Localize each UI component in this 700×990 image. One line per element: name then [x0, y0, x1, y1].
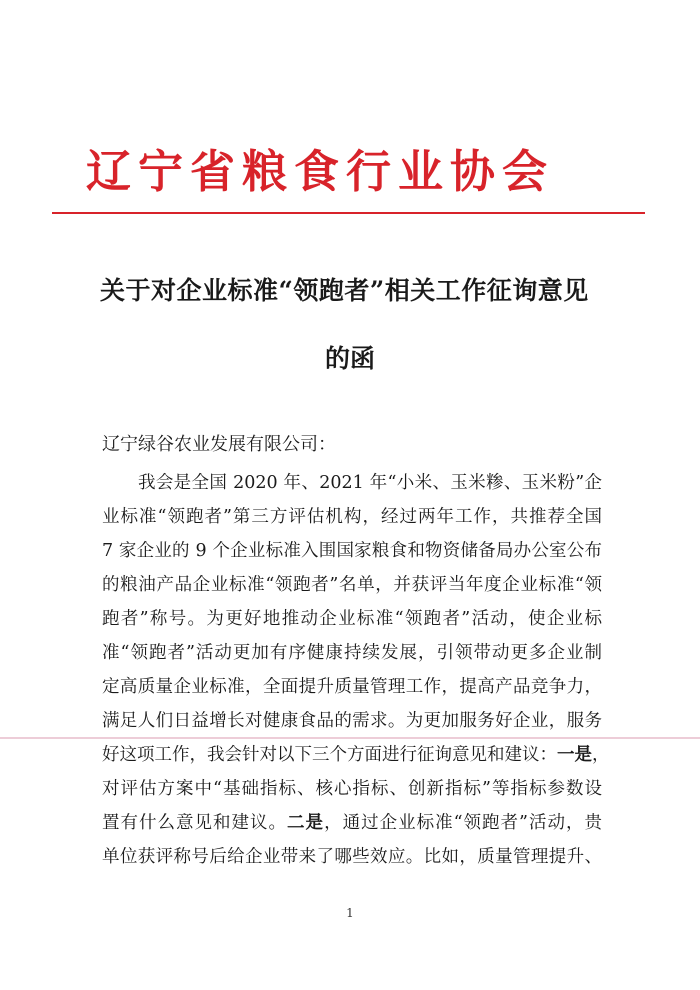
- body-line: 7 家企业的 9 个企业标准入围国家粮食和物资储备局办公室公布: [102, 541, 602, 561]
- salutation: 辽宁绿谷农业发展有限公司：: [102, 434, 336, 455]
- body-line: 单位获评称号后给企业带来了哪些效应。比如，质量管理提升、: [102, 847, 602, 867]
- body-line: 的粮油产品企业标准“领跑者”名单，并获评当年度企业标准“领: [102, 575, 602, 595]
- body-line: [102, 742, 610, 768]
- body-line: 准“领跑者”活动更加有序健康持续发展，引领带动更多企业制: [102, 643, 602, 663]
- page-number: 1: [346, 906, 354, 920]
- body-text: 置有什么意见和建议。: [102, 813, 288, 833]
- body-line: 定高质量企业标准，全面提升质量管理工作，提高产品竞争力，: [102, 677, 602, 697]
- body-emphasis: 二是: [287, 813, 325, 833]
- body-line: 对评估方案中“基础指标、核心指标、创新指标”等指标参数设: [102, 779, 602, 799]
- body-text: 好这项工作，我会针对以下三个方面进行征询意见和建议：: [102, 745, 557, 765]
- body-line: 跑者”称号。为更好地推动企业标准“领跑者”活动，使企业标: [102, 609, 602, 629]
- body-line: 我会是全国 2020 年、2021 年“小米、玉米糁、玉米粉”企: [138, 473, 602, 493]
- body-line: 业标准“领跑者”第三方评估机构，经过两年工作，共推荐全国: [102, 507, 602, 527]
- letterhead-org-name: 辽宁省粮食行业协会: [86, 145, 555, 198]
- body-text: ，: [592, 745, 610, 765]
- body-line: [102, 810, 602, 836]
- body-emphasis: 一是: [557, 745, 592, 765]
- scan-artifact-line: [0, 737, 700, 739]
- document-title-line-1: 关于对企业标准“领跑者”相关工作征询意见: [100, 276, 589, 305]
- body-text: ，通过企业标准“领跑者”活动，贵: [324, 813, 603, 833]
- letterhead-red-rule: [52, 212, 645, 214]
- document-title-line-2: 的函: [324, 344, 375, 373]
- body-line: 满足人们日益增长对健康食品的需求。为更加服务好企业，服务: [102, 711, 602, 731]
